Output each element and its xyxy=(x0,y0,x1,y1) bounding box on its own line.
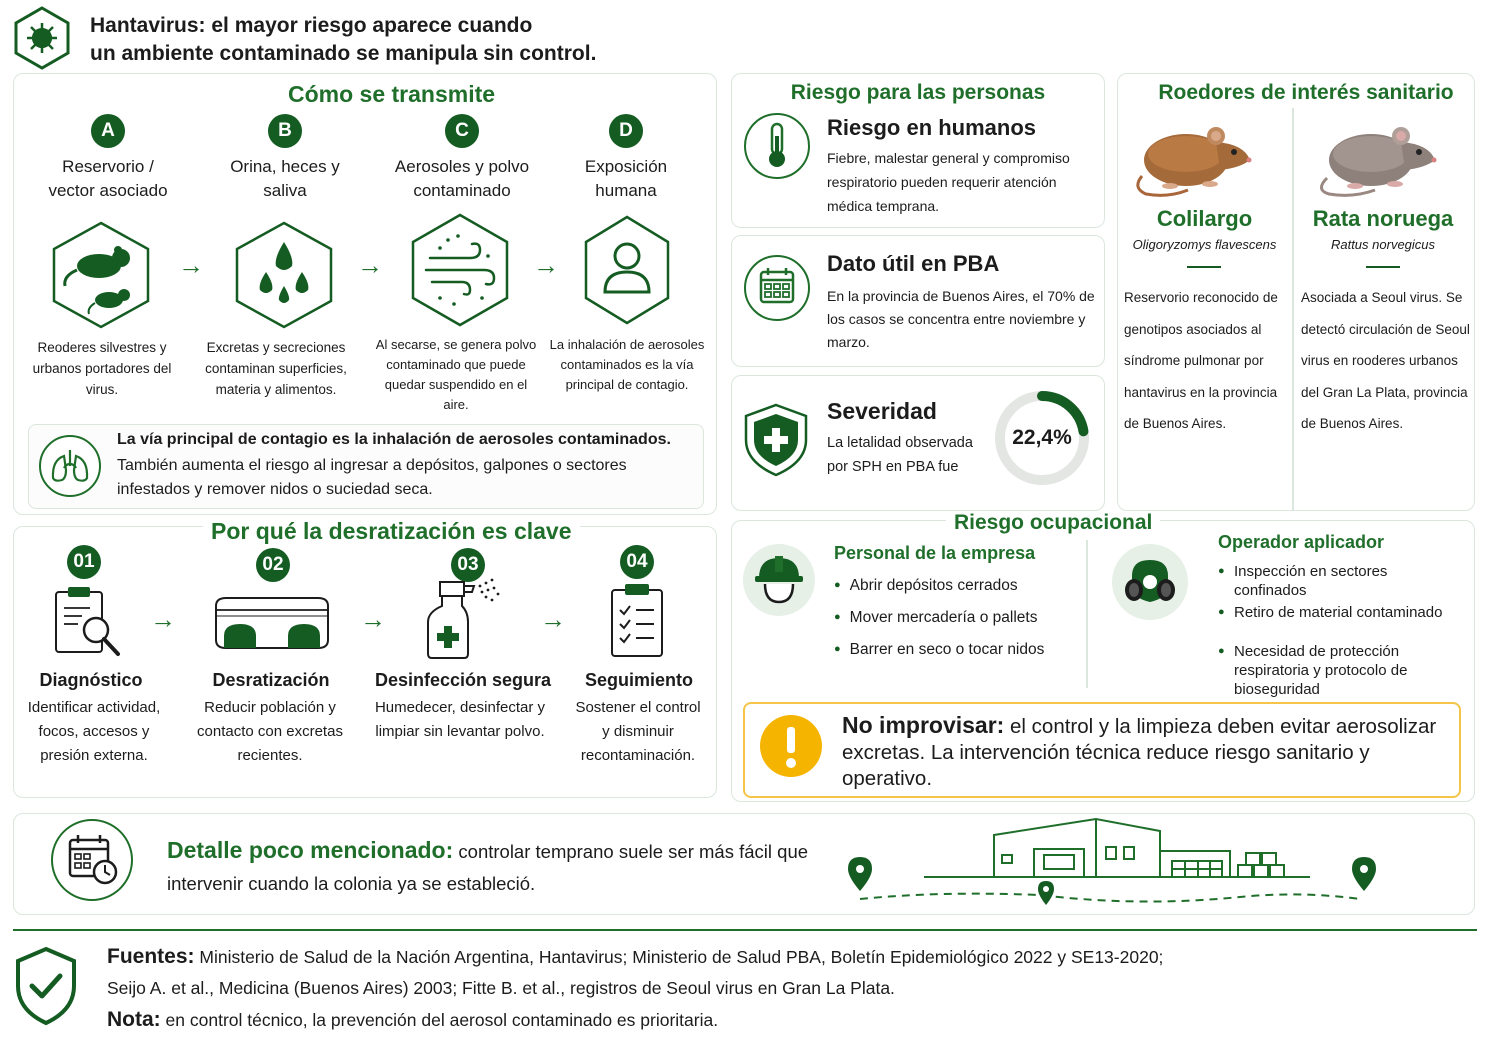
severidad-title: Severidad xyxy=(827,398,937,424)
rata-noruega-rule xyxy=(1366,266,1400,268)
roedores-divider xyxy=(1292,108,1294,510)
empresa-title: Personal de la empresa xyxy=(834,543,1036,563)
checklist-icon xyxy=(608,580,666,660)
ocupacional-divider xyxy=(1086,540,1088,688)
badge-d: D xyxy=(609,114,643,148)
bullet-dot: ● xyxy=(1218,606,1225,618)
nota-text: en control técnico, la prevención del aerosol contaminado es prioritaria. xyxy=(160,1010,719,1030)
step-01-desc: Identificar actividad, focos, accesos y presión externa. xyxy=(27,699,161,764)
badge-03: 03 xyxy=(451,548,485,582)
detalle-text-1: controlar temprano suele ser más fácil que xyxy=(453,841,809,862)
badge-02: 02 xyxy=(256,548,290,582)
step-02-title: Desratización xyxy=(212,670,330,690)
detalle-text xyxy=(167,834,827,900)
rata-noruega-name: Rata noruega xyxy=(1312,206,1454,231)
step-b-title: Orina, heces y saliva xyxy=(230,157,340,200)
fuentes-label: Fuentes: xyxy=(107,945,195,968)
rat-icon xyxy=(51,220,151,330)
arrow-a-b: → xyxy=(178,250,204,280)
step-c-desc: Al secarse, se genera polvo contaminado que puede quedar suspendido en el aire. xyxy=(375,337,537,412)
humanos-title: Riesgo en humanos xyxy=(827,115,1037,140)
desratizacion-title: Por qué la desratización es clave xyxy=(203,518,580,545)
bait-station-icon xyxy=(210,594,334,652)
operador-title: Operador aplicador xyxy=(1218,532,1385,552)
nota-label: Nota: xyxy=(107,1008,161,1031)
fuentes-line-1 xyxy=(107,943,1163,971)
person-icon xyxy=(583,214,671,326)
warning-bold: No improvisar: xyxy=(842,712,1005,738)
shield-check-icon xyxy=(14,946,78,1026)
step-04-title: Seguimiento xyxy=(584,670,693,690)
humanos-text: Fiebre, malestar general y compromiso respiratorio pueden requerir atención médica temprana. xyxy=(827,150,1070,214)
lungs-icon xyxy=(38,434,102,498)
riesgo-personas-title-overlay: Riesgo para las personas xyxy=(790,81,1046,104)
fuentes-divider xyxy=(13,929,1477,931)
badge-c: C xyxy=(445,114,479,148)
clipboard-magnifier-icon xyxy=(52,584,124,660)
page-title xyxy=(90,12,596,68)
arrow-02-03: → xyxy=(360,604,386,634)
aerosol-icon xyxy=(410,212,510,328)
rata-noruega-latin: Rattus norvegicus xyxy=(1330,237,1436,252)
step-c-title: Aerosoles y polvo contaminado xyxy=(394,157,530,200)
warning-body: el control y la limpieza deben evitar aerosolizar excretas. La intervención técnica reduce riesgo sanitario y operativo. xyxy=(842,715,1437,790)
arrow-03-04: → xyxy=(540,604,566,634)
step-b-desc: Excretas y secreciones contaminan superficies, materia y alimentos. xyxy=(205,340,347,397)
transmission-title: Cómo se transmite xyxy=(280,81,503,108)
warehouse-icon xyxy=(840,815,1390,913)
thermometer-icon xyxy=(743,112,811,180)
pba-text: En la provincia de Buenos Aires, el 70% de los casos se concentra entre noviembre y marzo. xyxy=(827,288,1095,350)
rata-noruega-desc: Asociada a Seoul virus. Se detectó circulación de Seoul virus en rooderes urbanos del Gran La Plata, provincia de Buenos Aires. xyxy=(1301,290,1470,431)
spray-bottle-icon xyxy=(420,576,506,660)
fuentes-line-2: Seijo A. et al., Medicina (Buenos Aires) 2003; Fitte B. et al., registros de Seoul virus en Gran La Plata. xyxy=(107,978,895,998)
bullet-dot: ● xyxy=(1218,565,1225,577)
warning-icon xyxy=(758,713,824,779)
nota-line xyxy=(107,1006,718,1034)
colilargo-image xyxy=(1128,112,1258,198)
step-a-desc: Reoderes silvestres y urbanos portadores del virus. xyxy=(32,340,172,397)
ocupacional-title: Riesgo ocupacional xyxy=(946,511,1160,535)
step-04-desc: Sostener el control y disminuir recontaminación. xyxy=(575,699,701,764)
step-d-title: Exposición humana xyxy=(584,157,668,200)
operador-item-1-text: Inspección en sectores confinados xyxy=(1234,563,1388,599)
step-a-title: Reservorio / vector asociado xyxy=(48,157,168,200)
colilargo-name: Colilargo xyxy=(1156,206,1253,231)
colilargo-desc: Reservorio reconocido de genotipos asociados al síndrome pulmonar por hantavirus en la provincia de Buenos Aires. xyxy=(1124,290,1278,431)
operador-item-3-text: Necesidad de protección respiratoria y protocolo de bioseguridad xyxy=(1234,643,1408,698)
badge-01: 01 xyxy=(67,545,101,579)
operador-item-2 xyxy=(1218,603,1453,622)
title-line-1: Hantavirus: el mayor riesgo aparece cuando xyxy=(90,14,533,37)
bullet-dot: ● xyxy=(1218,645,1225,657)
colilargo-latin: Oligoryzomys flavescens xyxy=(1132,237,1277,252)
detalle-text-2: intervenir cuando la colonia ya se estableció. xyxy=(167,873,536,894)
operador-item-1 xyxy=(1218,562,1453,600)
badge-b: B xyxy=(268,114,302,148)
rata-noruega-image xyxy=(1313,112,1443,198)
step-02-desc: Reducir población y contacto con excretas recientes. xyxy=(197,699,343,764)
empresa-item-2: ● Mover mercadería o pallets xyxy=(834,608,1037,629)
colilargo-rule xyxy=(1187,266,1221,268)
contagion-note-bold: La vía principal de contagio es la inhalación de aerosoles contaminados. xyxy=(117,431,671,448)
arrow-b-c: → xyxy=(357,250,383,280)
calendar-clock-icon xyxy=(50,818,134,902)
header-virus-icon xyxy=(14,6,70,70)
fuentes-text-1: Ministerio de Salud de la Nación Argentina, Hantavirus; Ministerio de Salud PBA, Boletín Epidemiológico 2022 y SE13-2020; xyxy=(194,947,1164,967)
step-03-title: Desinfección segura xyxy=(374,670,552,690)
helmet-icon xyxy=(741,542,817,618)
arrow-c-d: → xyxy=(533,250,559,280)
arrow-01-02: → xyxy=(150,604,176,634)
respirator-icon xyxy=(1110,542,1190,622)
step-01-title: Diagnóstico xyxy=(39,670,143,690)
roedores-title: Roedores de interés sanitario xyxy=(1158,81,1454,104)
severity-value: 22,4% xyxy=(1012,426,1072,449)
drops-icon xyxy=(234,220,334,330)
badge-a: A xyxy=(91,114,125,148)
empresa-item-1: ● Abrir depósitos cerrados xyxy=(834,576,1018,597)
detalle-bold: Detalle poco mencionado: xyxy=(167,837,454,863)
step-d-desc: La inhalación de aerosoles contaminados es la vía principal de contagio. xyxy=(549,337,705,392)
shield-plus-icon xyxy=(741,402,811,478)
contagion-note-text: También aumenta el riesgo al ingresar a depósitos, galpones o sectores infestados y remover nidos o suciedad seca. xyxy=(117,457,627,498)
badge-04: 04 xyxy=(620,545,654,579)
warning-text xyxy=(842,712,1442,792)
title-line-2: un ambiente contaminado se manipula sin control. xyxy=(90,42,597,65)
calendar-icon xyxy=(743,254,811,322)
step-03-desc: Humedecer, desinfectar y limpiar sin levantar polvo. xyxy=(374,699,546,740)
operador-item-2-text: Retiro de material contaminado xyxy=(1234,604,1443,621)
severidad-text: La letalidad observada por SPH en PBA fue xyxy=(827,435,973,475)
empresa-item-3: ● Barrer en seco o tocar nidos xyxy=(834,640,1044,661)
pba-title: Dato útil en PBA xyxy=(827,251,1000,276)
operador-item-3 xyxy=(1218,642,1453,699)
